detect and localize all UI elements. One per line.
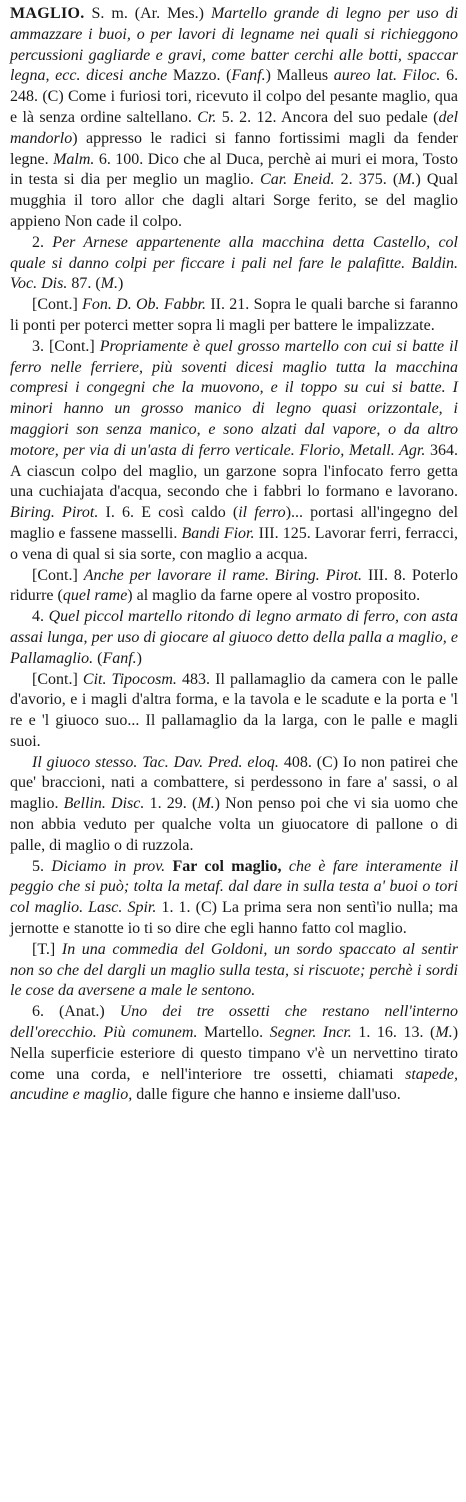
- body-text: III. 125. Lavorar ferri, ferracci, o vena di qual si sia sorte, con maglio a acqua.: [10, 524, 459, 563]
- sense-2-continuation: [10, 295, 458, 337]
- body-text: III. 8. Poterlo ridurre (: [10, 566, 459, 605]
- sense-number: 3. [Cont.]: [32, 337, 95, 355]
- body-text: ): [136, 649, 142, 667]
- latin-gloss: aureo lat. Filoc.: [333, 67, 441, 85]
- body-text: dalle figure che hanno e insieme dall'uso.: [136, 1086, 401, 1104]
- citation: Biring. Pirot.: [10, 504, 99, 522]
- body-text: 6. 248. (C) Come i furiosi tori, ricevuto il colpo del pesante maglio, qua e là senza ordine saltellano.: [10, 67, 459, 126]
- body-text: ) Qual mugghia il toro allor che dagli altari Sorge ferito, se del maglio appieno Non cade il colpo.: [10, 171, 459, 230]
- body-text: 483. Il pallamaglio da camera con le palle d'avorio, e i magli d'altra forma, e la tavola e le scadute e la porta e 'l re e 'l giuoco suo... Il pallamaglio da la larga, con le palle e magli suoi.: [10, 670, 459, 750]
- definition-text: In una commedia del Goldoni, un sordo spaccato al sentir non so che del dargli un maglio sulla testa, si riscuote; perchè i sordi le cose da aversene a male le sentono.: [10, 940, 459, 1000]
- sense-5: [10, 857, 458, 940]
- body-text: 1. 29. (: [149, 795, 198, 813]
- sense-4-game: [10, 753, 458, 857]
- cont-marker: [Cont.]: [32, 670, 78, 688]
- body-text: 6. 100. Dico che al Duca, perchè ai muri ei mora, Tosto in testa si dia per meglio un maglio.: [10, 150, 459, 189]
- citation: il ferro: [238, 504, 286, 522]
- body-text: 2. 375. (: [340, 171, 399, 189]
- citation: quel rame: [62, 587, 128, 605]
- body-text: Mazzo. (: [172, 67, 232, 85]
- citation: Fanf.: [102, 649, 137, 667]
- entry-maglio-definition-1: [10, 4, 458, 233]
- citation: Bandi Fior.: [181, 524, 255, 542]
- definition-text: Uno dei tre ossetti che restano nell'interno dell'orecchio. Più comunem.: [10, 1003, 458, 1042]
- definition-text: Propriamente è quel grosso martello con cui si batte il ferro nelle ferriere, più soventi dicesi maglio tutta la macchina compresi i congegni che la muovono, e il toppo su cui si batte. I minori hanno un grosso manico di legno quasi orizzontale, i maggiori son senza manico, e sono alzati dal vapore, o da altro motore, per via di un'asta di ferro verticale. Florio, Metall. Agr.: [10, 337, 459, 459]
- body-text: 87. (: [71, 275, 101, 293]
- definition-text: Anche per lavorare il rame. Biring. Pirot.: [83, 566, 363, 584]
- sense-5-note: [10, 940, 458, 1002]
- body-text: 408. (C) Io non patirei che que' braccioni, nati a combattere, si perdessono in fare a' sassi, o al maglio.: [10, 753, 458, 813]
- citation: Cit. Tipocosm.: [82, 670, 177, 688]
- body-text: 1. 16. 13. (: [358, 1024, 436, 1042]
- headword: MAGLIO.: [10, 5, 85, 22]
- cont-marker: [Cont.]: [32, 566, 78, 584]
- body-text: 1. 1. (C) La prima sera non sentì'io nulla; ma jernotte e stanotte io ti so dire che egli hanno fatto col maglio.: [10, 899, 459, 938]
- sense-4: [10, 607, 458, 669]
- definition-text: stapede, ancudine e maglio,: [10, 1065, 458, 1104]
- definition-text: Quel piccol martello ritondo di legno armato di ferro, con asta assai lunga, per uso di giocare al giuoco detto della palla a maglio, e Pallamaglio.: [10, 608, 459, 667]
- citation: Malm.: [53, 150, 95, 168]
- body-text: ) appresso le radici si fanno fortissimi magli da fender legne.: [10, 129, 458, 168]
- body-text: ) Malleus: [265, 67, 329, 85]
- body-text: I. 6. E così caldo (: [105, 504, 239, 522]
- definition-text: Diciamo in prov.: [51, 857, 166, 875]
- body-text: ): [117, 275, 124, 293]
- citation: Cr.: [197, 108, 217, 126]
- definition-text: Martello grande di legno per uso di ammazzare i buoi, o per lavori di legname nei quali si richieggono percussioni gagliarde e gravi, come batter cerchi alle botti, spaccar legna, ecc. dicesi anche: [10, 5, 459, 85]
- body-text: )... portasi all'ingegno del maglio e fassene masselli.: [10, 504, 459, 542]
- citation: M.: [100, 275, 118, 293]
- body-text: 364. A ciascun colpo del maglio, un garzone sopra l'infocato ferro getta una cuchiajata d'acqua, secondo che i fabbri lo formano e lavorano.: [10, 441, 459, 501]
- sense-number: 2.: [32, 233, 44, 251]
- definition-text: Per Arnese appartenente alla macchina detta Castello, col quale si danno colpi per ficcare i pali nel fare le palafitte. Baldin. Voc. Dis.: [10, 233, 458, 293]
- citation: M.: [435, 1024, 453, 1042]
- citation: del mandorlo: [10, 108, 459, 147]
- sense-6: [10, 1002, 458, 1106]
- definition-text: che è fare interamente il peggio che si può; tolta la metaf. dal dare in sulla testa a' buoi o tori col maglio. Lasc. Spir.: [10, 857, 459, 917]
- sense-number: 5.: [32, 857, 44, 875]
- citation: Segner. Incr.: [269, 1024, 352, 1042]
- body-text: ) Nella superficie esteriore di questo timpano v'è un nervettino tirato come una corda, e nell'interiore tre ossetti, chiamati: [10, 1024, 459, 1083]
- body-text: Martello.: [204, 1024, 264, 1042]
- body-text: ) al maglio da farne opere al vostro proposito.: [127, 587, 421, 605]
- citation: Car. Eneid.: [260, 171, 335, 189]
- citation: M.: [398, 171, 416, 189]
- body-text: II. 21. Sopra le quali barche si faranno li ponti per poterci metter sopra li magli per battere le impalizzate.: [10, 296, 459, 334]
- region-label: (Ar. Mes.): [134, 5, 204, 22]
- sense-3: [10, 337, 458, 566]
- citation: Fon. D. Ob. Fabbr.: [82, 296, 207, 314]
- body-text: 5. 2. 12. Ancora del suo pedale (: [221, 108, 439, 126]
- sense-number: 4.: [32, 608, 44, 626]
- citation: M.: [197, 795, 215, 813]
- definition-text: Il giuoco stesso. Tac. Dav. Pred. eloq.: [32, 753, 279, 771]
- sense-3-continuation: [10, 566, 458, 608]
- proverb-phrase: Far col maglio,: [172, 857, 282, 875]
- sense-number: 6. (Anat.): [32, 1003, 105, 1021]
- body-text: ) Non penso poi che vi sia uomo che non abbia veduto per qualche volta un giuocatore di pallone o di palle, di maglio o di ruzzola.: [10, 795, 458, 854]
- grammar-label: S. m.: [91, 5, 128, 22]
- sense-4-continuation: [10, 670, 458, 753]
- cont-marker: [T.]: [32, 940, 56, 958]
- sense-2: [10, 233, 458, 295]
- citation: Bellin. Disc.: [63, 795, 145, 813]
- body-text: (: [97, 649, 103, 667]
- cont-marker: [Cont.]: [32, 296, 78, 314]
- citation: Fanf.: [231, 67, 266, 85]
